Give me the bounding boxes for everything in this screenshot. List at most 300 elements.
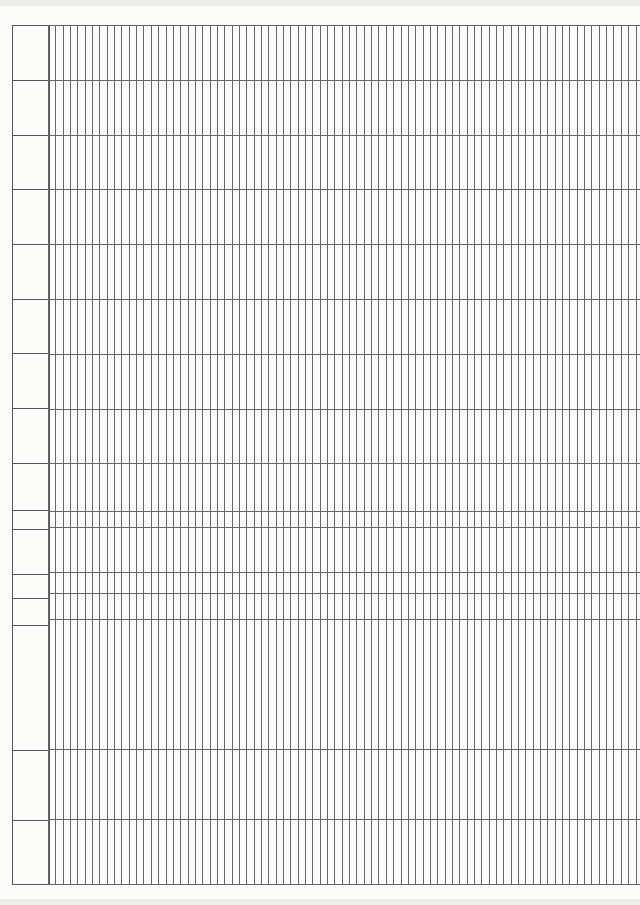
- table-cell: [107, 190, 114, 245]
- table-cell: [56, 820, 63, 885]
- table-cell: [306, 572, 313, 593]
- table-cell: [379, 593, 386, 619]
- table-cell: [445, 572, 452, 593]
- table-cell: [144, 354, 151, 409]
- table-cell: [526, 464, 533, 511]
- table-cell: [629, 26, 636, 81]
- table-cell: [607, 409, 614, 464]
- table-cell: [563, 619, 570, 749]
- table-cell: [298, 749, 305, 820]
- table-cell: [320, 300, 327, 355]
- table-cell: [592, 820, 599, 885]
- table-row: [489, 26, 496, 885]
- table-cell: [460, 464, 467, 511]
- table-cell: [254, 26, 261, 81]
- table-cell: [342, 245, 349, 300]
- table-cell: [430, 464, 437, 511]
- table-cell: [335, 190, 342, 245]
- table-cell: [526, 245, 533, 300]
- table-cell: [489, 528, 496, 573]
- table-cell: [526, 300, 533, 355]
- table-cell: [78, 464, 85, 511]
- table-cell: [254, 135, 261, 190]
- table-cell: [151, 593, 158, 619]
- table-cell: [541, 245, 548, 300]
- table-cell: [577, 572, 584, 593]
- table-cell: [210, 26, 217, 81]
- table-cell: [350, 80, 357, 135]
- table-cell: [269, 80, 276, 135]
- table-cell: [203, 528, 210, 573]
- table-cell: [474, 572, 481, 593]
- table-cell: [386, 464, 393, 511]
- table-cell: [467, 572, 474, 593]
- table-cell: [555, 749, 562, 820]
- table-row: [276, 26, 283, 885]
- table-cell: [284, 135, 291, 190]
- table-cell: [93, 511, 100, 527]
- table-cell: [386, 820, 393, 885]
- table-cell: [129, 528, 136, 573]
- table-cell: [386, 511, 393, 527]
- table-cell: [372, 511, 379, 527]
- table-cell: [445, 409, 452, 464]
- table-cell: [555, 464, 562, 511]
- table-cell: [511, 619, 518, 749]
- table-cell: [460, 26, 467, 81]
- table-cell: [350, 300, 357, 355]
- table-cell: [115, 593, 122, 619]
- table-cell: [438, 300, 445, 355]
- table-cell: [107, 409, 114, 464]
- table-cell: [526, 528, 533, 573]
- table-cell: [408, 354, 415, 409]
- table-cell: [452, 820, 459, 885]
- table-cell: [269, 245, 276, 300]
- table-cell: [100, 245, 107, 300]
- table-cell: [284, 80, 291, 135]
- table-cell: [504, 190, 511, 245]
- table-cell: [489, 245, 496, 300]
- table-cell: [63, 572, 70, 593]
- table-cell: [71, 572, 78, 593]
- table-cell: [541, 464, 548, 511]
- table-cell: [210, 749, 217, 820]
- table-cell: [49, 619, 56, 749]
- table-cell: [460, 300, 467, 355]
- table-cell: [181, 300, 188, 355]
- table-cell: [151, 190, 158, 245]
- table-cell: [254, 511, 261, 527]
- table-cell: [173, 619, 180, 749]
- table-cell: [592, 619, 599, 749]
- table-cell: [526, 749, 533, 820]
- table-cell: [203, 300, 210, 355]
- table-cell: [401, 409, 408, 464]
- table-cell: [563, 26, 570, 81]
- table-cell: [408, 511, 415, 527]
- table-cell: [151, 409, 158, 464]
- table-row: [115, 26, 122, 885]
- table-cell: [261, 749, 268, 820]
- table-cell: [548, 511, 555, 527]
- table-cell: [107, 354, 114, 409]
- table-cell: [629, 749, 636, 820]
- table-row: [526, 26, 533, 885]
- table-cell: [563, 820, 570, 885]
- table-cell: [276, 354, 283, 409]
- table-cell: [247, 245, 254, 300]
- table-cell: [541, 354, 548, 409]
- table-cell: [533, 572, 540, 593]
- table-cell: [541, 190, 548, 245]
- table-cell: [408, 593, 415, 619]
- table-row: [159, 26, 166, 885]
- header-cell: [13, 575, 50, 598]
- table-cell: [129, 300, 136, 355]
- table-cell: [519, 300, 526, 355]
- table-cell: [386, 749, 393, 820]
- table-cell: [445, 354, 452, 409]
- header-cell: [13, 135, 50, 190]
- table-cell: [188, 820, 195, 885]
- table-cell: [629, 820, 636, 885]
- table-cell: [460, 135, 467, 190]
- table-cell: [636, 300, 640, 355]
- table-cell: [430, 80, 437, 135]
- table-cell: [430, 593, 437, 619]
- table-cell: [474, 354, 481, 409]
- table-cell: [350, 464, 357, 511]
- table-cell: [460, 572, 467, 593]
- table-cell: [599, 593, 606, 619]
- table-cell: [320, 245, 327, 300]
- table-cell: [298, 26, 305, 81]
- table-cell: [555, 820, 562, 885]
- table-cell: [504, 593, 511, 619]
- table-cell: [151, 464, 158, 511]
- table-cell: [217, 593, 224, 619]
- table-cell: [504, 80, 511, 135]
- table-cell: [78, 409, 85, 464]
- table-cell: [115, 190, 122, 245]
- table-cell: [496, 190, 503, 245]
- table-cell: [496, 300, 503, 355]
- table-cell: [93, 820, 100, 885]
- table-cell: [423, 749, 430, 820]
- table-cell: [107, 820, 114, 885]
- table-cell: [210, 572, 217, 593]
- table-cell: [636, 619, 640, 749]
- table-cell: [394, 572, 401, 593]
- table-cell: [247, 135, 254, 190]
- table-cell: [394, 749, 401, 820]
- table-cell: [239, 245, 246, 300]
- table-cell: [284, 619, 291, 749]
- table-cell: [159, 572, 166, 593]
- table-cell: [284, 593, 291, 619]
- table-cell: [364, 528, 371, 573]
- table-cell: [482, 464, 489, 511]
- table-row: [144, 26, 151, 885]
- table-cell: [379, 511, 386, 527]
- table-cell: [115, 409, 122, 464]
- header-cell: [13, 511, 50, 530]
- table-cell: [159, 593, 166, 619]
- table-cell: [607, 190, 614, 245]
- table-cell: [159, 300, 166, 355]
- table-cell: [570, 528, 577, 573]
- table-cell: [122, 820, 129, 885]
- table-cell: [460, 354, 467, 409]
- table-cell: [541, 26, 548, 81]
- table-cell: [261, 572, 268, 593]
- table-cell: [519, 190, 526, 245]
- table-cell: [548, 528, 555, 573]
- table-cell: [496, 820, 503, 885]
- table-cell: [49, 26, 56, 81]
- table-cell: [276, 619, 283, 749]
- table-cell: [372, 80, 379, 135]
- table-cell: [328, 528, 335, 573]
- table-cell: [364, 300, 371, 355]
- table-row: [541, 26, 548, 885]
- table-cell: [137, 354, 144, 409]
- table-cell: [269, 528, 276, 573]
- table-cell: [291, 245, 298, 300]
- table-cell: [284, 354, 291, 409]
- table-cell: [63, 464, 70, 511]
- table-cell: [284, 528, 291, 573]
- table-cell: [474, 190, 481, 245]
- table-row: [100, 26, 107, 885]
- table-cell: [210, 593, 217, 619]
- table-cell: [291, 619, 298, 749]
- table-cell: [511, 409, 518, 464]
- table-cell: [592, 245, 599, 300]
- table-cell: [254, 572, 261, 593]
- table-cell: [350, 26, 357, 81]
- table-cell: [445, 593, 452, 619]
- table-cell: [386, 572, 393, 593]
- table-cell: [592, 300, 599, 355]
- table-cell: [320, 464, 327, 511]
- table-cell: [188, 26, 195, 81]
- table-cell: [563, 572, 570, 593]
- table-cell: [533, 190, 540, 245]
- table-cell: [386, 409, 393, 464]
- table-row: [284, 26, 291, 885]
- table-cell: [320, 26, 327, 81]
- table-cell: [599, 300, 606, 355]
- table-cell: [357, 749, 364, 820]
- table-cell: [320, 593, 327, 619]
- table-cell: [195, 80, 202, 135]
- table-cell: [56, 245, 63, 300]
- table-cell: [100, 572, 107, 593]
- table-cell: [137, 300, 144, 355]
- table-cell: [85, 619, 92, 749]
- table-cell: [291, 26, 298, 81]
- table-row: [416, 26, 423, 885]
- table-cell: [239, 135, 246, 190]
- table-cell: [636, 80, 640, 135]
- table-row: [585, 26, 592, 885]
- table-cell: [115, 528, 122, 573]
- table-cell: [269, 190, 276, 245]
- table-cell: [357, 528, 364, 573]
- table-cell: [416, 80, 423, 135]
- table-cell: [342, 820, 349, 885]
- table-cell: [401, 528, 408, 573]
- table-cell: [585, 26, 592, 81]
- table-cell: [195, 190, 202, 245]
- table-cell: [614, 528, 621, 573]
- table-cell: [115, 749, 122, 820]
- table-cell: [49, 409, 56, 464]
- table-cell: [496, 245, 503, 300]
- table-cell: [239, 464, 246, 511]
- table-cell: [474, 135, 481, 190]
- table-cell: [306, 619, 313, 749]
- table-cell: [188, 245, 195, 300]
- table-cell: [386, 80, 393, 135]
- table-cell: [122, 511, 129, 527]
- table-cell: [291, 80, 298, 135]
- table-cell: [320, 619, 327, 749]
- table-cell: [276, 26, 283, 81]
- table-cell: [438, 135, 445, 190]
- table-cell: [188, 409, 195, 464]
- table-row: [181, 26, 188, 885]
- table-cell: [276, 245, 283, 300]
- table-cell: [217, 135, 224, 190]
- table-cell: [621, 464, 628, 511]
- table-cell: [592, 528, 599, 573]
- table-cell: [342, 619, 349, 749]
- table-cell: [261, 820, 268, 885]
- table-cell: [408, 619, 415, 749]
- table-cell: [166, 464, 173, 511]
- table-cell: [350, 593, 357, 619]
- table-cell: [232, 619, 239, 749]
- table-cell: [129, 464, 136, 511]
- table-cell: [364, 135, 371, 190]
- table-cell: [93, 593, 100, 619]
- table-cell: [115, 464, 122, 511]
- table-cell: [269, 619, 276, 749]
- table-cell: [115, 135, 122, 190]
- table-cell: [364, 190, 371, 245]
- table-cell: [526, 572, 533, 593]
- table-cell: [203, 26, 210, 81]
- table-cell: [217, 80, 224, 135]
- table-cell: [438, 409, 445, 464]
- table-cell: [511, 300, 518, 355]
- table-cell: [137, 135, 144, 190]
- table-cell: [181, 528, 188, 573]
- table-cell: [526, 409, 533, 464]
- table-cell: [254, 749, 261, 820]
- header-cell: [13, 26, 50, 81]
- table-cell: [533, 245, 540, 300]
- table-cell: [607, 354, 614, 409]
- table-cell: [621, 528, 628, 573]
- table-cell: [416, 26, 423, 81]
- table-cell: [496, 528, 503, 573]
- table-cell: [592, 354, 599, 409]
- table-cell: [335, 409, 342, 464]
- table-cell: [342, 593, 349, 619]
- table-cell: [195, 820, 202, 885]
- table-cell: [166, 749, 173, 820]
- table-cell: [137, 26, 144, 81]
- table-cell: [107, 80, 114, 135]
- table-row: [496, 26, 503, 885]
- table-row: [137, 26, 144, 885]
- table-row: [342, 26, 349, 885]
- table-row: [519, 26, 526, 885]
- table-cell: [85, 26, 92, 81]
- table-cell: [570, 190, 577, 245]
- table-cell: [247, 354, 254, 409]
- table-cell: [181, 354, 188, 409]
- table-cell: [232, 749, 239, 820]
- table-cell: [210, 409, 217, 464]
- table-cell: [166, 409, 173, 464]
- table-cell: [298, 300, 305, 355]
- table-cell: [342, 190, 349, 245]
- table-cell: [570, 511, 577, 527]
- table-cell: [291, 135, 298, 190]
- table-row: [254, 26, 261, 885]
- table-cell: [460, 80, 467, 135]
- table-cell: [195, 26, 202, 81]
- table-cell: [284, 572, 291, 593]
- table-cell: [452, 135, 459, 190]
- table-cell: [511, 528, 518, 573]
- table-cell: [474, 245, 481, 300]
- table-row: [408, 26, 415, 885]
- table-row: [629, 26, 636, 885]
- table-cell: [56, 135, 63, 190]
- table-cell: [519, 511, 526, 527]
- table-cell: [357, 80, 364, 135]
- table-cell: [357, 300, 364, 355]
- table-cell: [350, 572, 357, 593]
- header-cell: [13, 190, 50, 245]
- table-cell: [247, 619, 254, 749]
- table-cell: [489, 300, 496, 355]
- table-cell: [71, 528, 78, 573]
- table-cell: [438, 511, 445, 527]
- table-row: [379, 26, 386, 885]
- table-cell: [364, 619, 371, 749]
- table-cell: [452, 190, 459, 245]
- table-cell: [49, 572, 56, 593]
- table-cell: [195, 749, 202, 820]
- table-cell: [599, 511, 606, 527]
- table-cell: [555, 190, 562, 245]
- table-cell: [284, 190, 291, 245]
- table-cell: [306, 135, 313, 190]
- table-cell: [614, 26, 621, 81]
- table-cell: [247, 26, 254, 81]
- header-cell: [13, 409, 50, 464]
- table-cell: [416, 619, 423, 749]
- table-cell: [555, 409, 562, 464]
- table-cell: [379, 190, 386, 245]
